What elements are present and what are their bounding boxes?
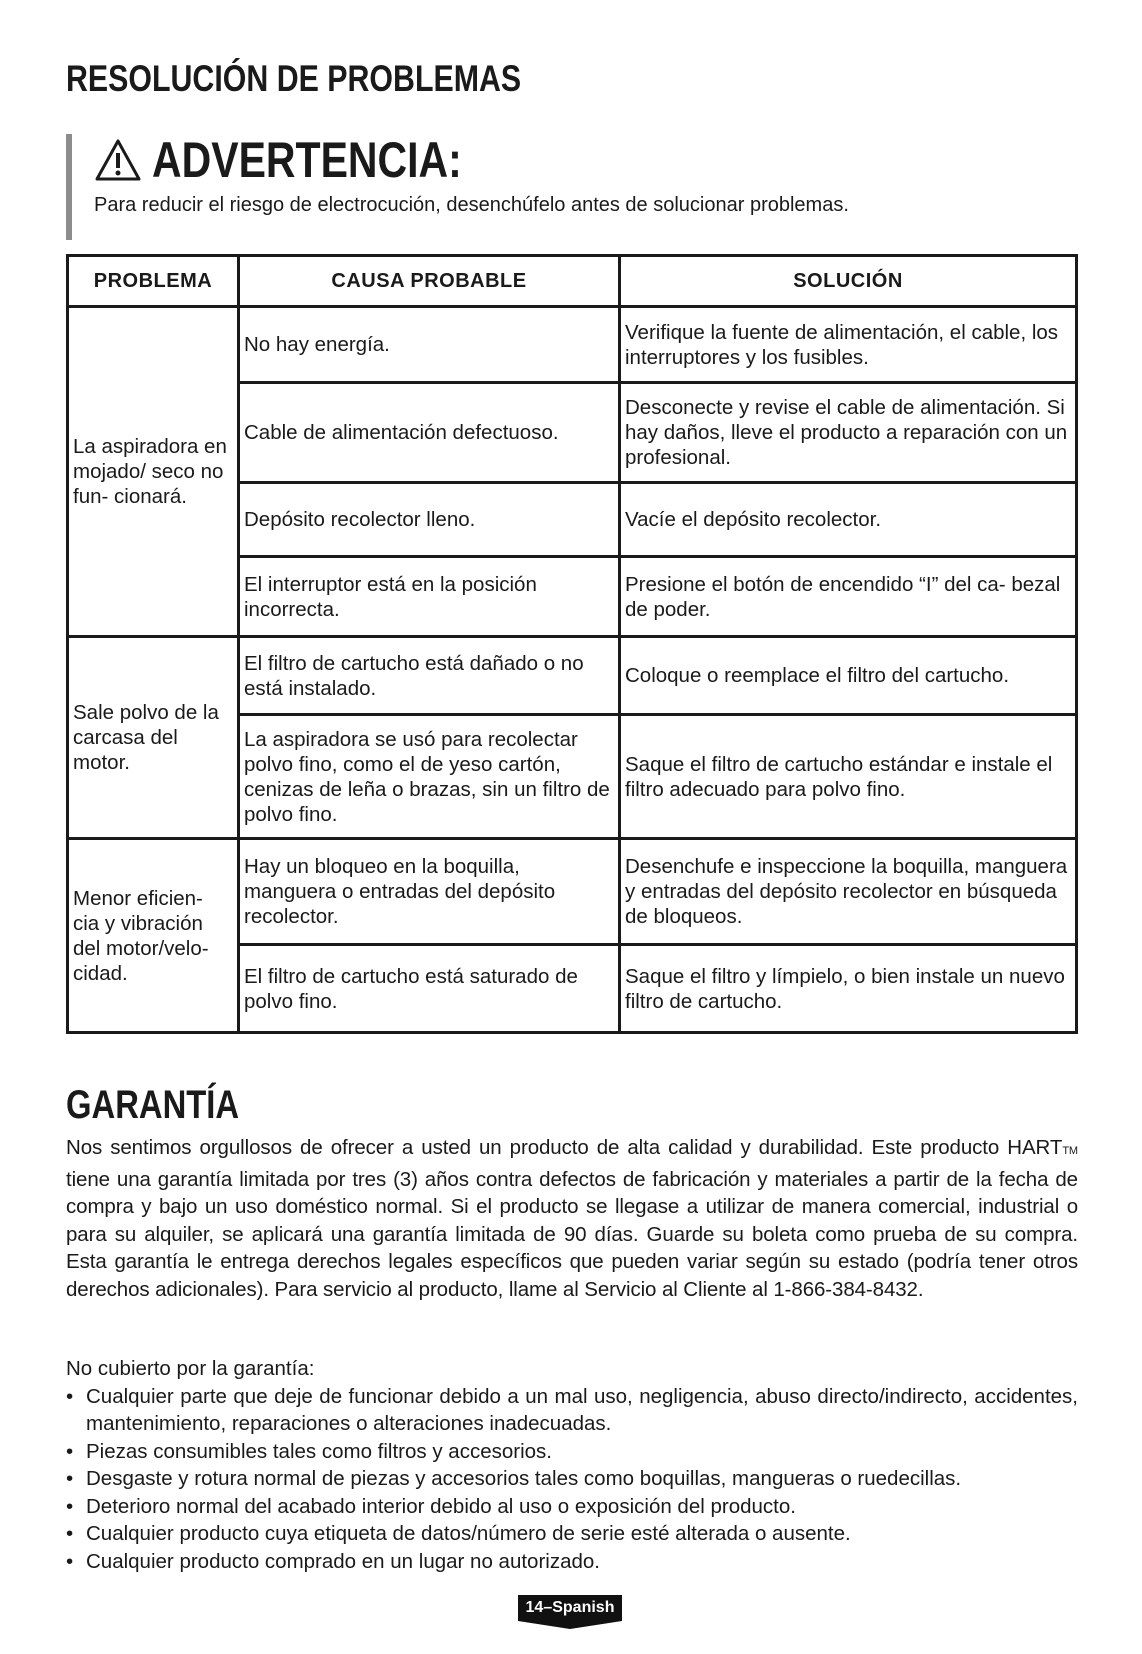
- header-problem: PROBLEMA: [68, 256, 239, 307]
- cause-cell: El filtro de cartucho está saturado de polvo fino.: [239, 945, 620, 1033]
- list-item: • Deterioro normal del acabado interior debido al uso o exposición del producto.: [66, 1493, 1078, 1521]
- problem-cell: Menor eficien- cia y vibración del motor/velo- cidad.: [68, 839, 239, 1033]
- solution-cell: Presione el botón de encendido “I” del ca- bezal de poder.: [620, 557, 1077, 637]
- table-header-row: [68, 256, 1077, 307]
- warranty-text-end: tiene una garantía limitada por tres (3) años contra defectos de fabricación y materiales a partir de la fecha de compra y bajo un uso doméstico normal. Si el producto se llegase a utilizar de manera comercial, industrial o para su alquiler, se aplicará una garantía limitada de 90 días. Guarde su boleta como prueba de su compra. Esta garantía le entrega derechos legales específicos que pueden variar según su estado (podría tener otros derechos adicionales). Para servicio al producto, llame al Servicio al Cliente al 1-866-384-8432.: [66, 1167, 1078, 1301]
- cause-cell: No hay energía.: [239, 307, 620, 383]
- list-item: • Cualquier parte que deje de funcionar debido a un mal uso, negligencia, abuso directo/indirecto, accidentes, mantenimiento, reparaciones o alteraciones inadecuadas.: [66, 1383, 1078, 1438]
- table-row: [68, 307, 1077, 383]
- warning-header: [94, 134, 530, 186]
- cause-cell: El filtro de cartucho está dañado o no está instalado.: [239, 637, 620, 715]
- trademark-symbol: TM: [1062, 1145, 1078, 1157]
- warranty-title: GARANTÍA: [66, 1083, 240, 1127]
- warning-triangle-icon: [94, 138, 142, 182]
- solution-cell: Desenchufe e inspeccione la boquilla, manguera y entradas del depósito recolector en búsqueda de bloqueos.: [620, 839, 1077, 945]
- page-number-label: 14–Spanish: [525, 1599, 615, 1616]
- problem-cell: La aspiradora en mojado/ seco no fun- cionará.: [68, 307, 239, 637]
- list-item: • Piezas consumibles tales como filtros y accesorios.: [66, 1438, 1078, 1466]
- warning-title: ADVERTENCIA:: [152, 132, 462, 188]
- header-cause: CAUSA PROBABLE: [239, 256, 620, 307]
- solution-cell: Desconecte y revise el cable de alimentación. Si hay daños, lleve el producto a reparación con un profesional.: [620, 383, 1077, 483]
- solution-cell: Coloque o reemplace el filtro del cartucho.: [620, 637, 1077, 715]
- warning-callout: [66, 134, 966, 240]
- warranty-text-start: Nos sentimos orgullosos de ofrecer a usted un producto de alta calidad y durabilidad. Este producto HART: [66, 1136, 1063, 1159]
- cause-cell: La aspiradora se usó para recolectar polvo fino, como el de yeso cartón, cenizas de leña o brazas, sin un filtro de polvo fino.: [239, 715, 620, 839]
- solution-cell: Vacíe el depósito recolector.: [620, 483, 1077, 557]
- warranty-paragraph: [66, 1134, 1078, 1303]
- list-item: • Desgaste y rotura normal de piezas y accesorios tales como boquillas, mangueras o ruedecillas.: [66, 1465, 1078, 1493]
- troubleshooting-table: [66, 254, 1078, 1034]
- header-solution: SOLUCIÓN: [620, 256, 1077, 307]
- cause-cell: El interruptor está en la posición incorrecta.: [239, 557, 620, 637]
- solution-cell: Saque el filtro y límpielo, o bien instale un nuevo filtro de cartucho.: [620, 945, 1077, 1033]
- page-title: RESOLUCIÓN DE PROBLEMAS: [66, 58, 522, 99]
- not-covered-title: No cubierto por la garantía:: [66, 1357, 315, 1380]
- warning-text: Para reducir el riesgo de electrocución, desenchúfelo antes de solucionar problemas.: [94, 194, 849, 216]
- not-covered-list: [66, 1383, 1078, 1576]
- cause-cell: Hay un bloqueo en la boquilla, manguera o entradas del depósito recolector.: [239, 839, 620, 945]
- warning-accent-bar: [66, 134, 72, 240]
- page-number-tab: [518, 1595, 622, 1621]
- problem-cell: Sale polvo de la carcasa del motor.: [68, 637, 239, 839]
- table-row: [68, 637, 1077, 715]
- list-item: • Cualquier producto comprado en un lugar no autorizado.: [66, 1548, 1078, 1576]
- cause-cell: Depósito recolector lleno.: [239, 483, 620, 557]
- not-covered-section: [66, 1355, 1078, 1575]
- solution-cell: Verifique la fuente de alimentación, el cable, los interruptores y los fusibles.: [620, 307, 1077, 383]
- table-row: [68, 839, 1077, 945]
- solution-cell: Saque el filtro de cartucho estándar e instale el filtro adecuado para polvo fino.: [620, 715, 1077, 839]
- list-item: • Cualquier producto cuya etiqueta de datos/número de serie esté alterada o ausente.: [66, 1520, 1078, 1548]
- cause-cell: Cable de alimentación defectuoso.: [239, 383, 620, 483]
